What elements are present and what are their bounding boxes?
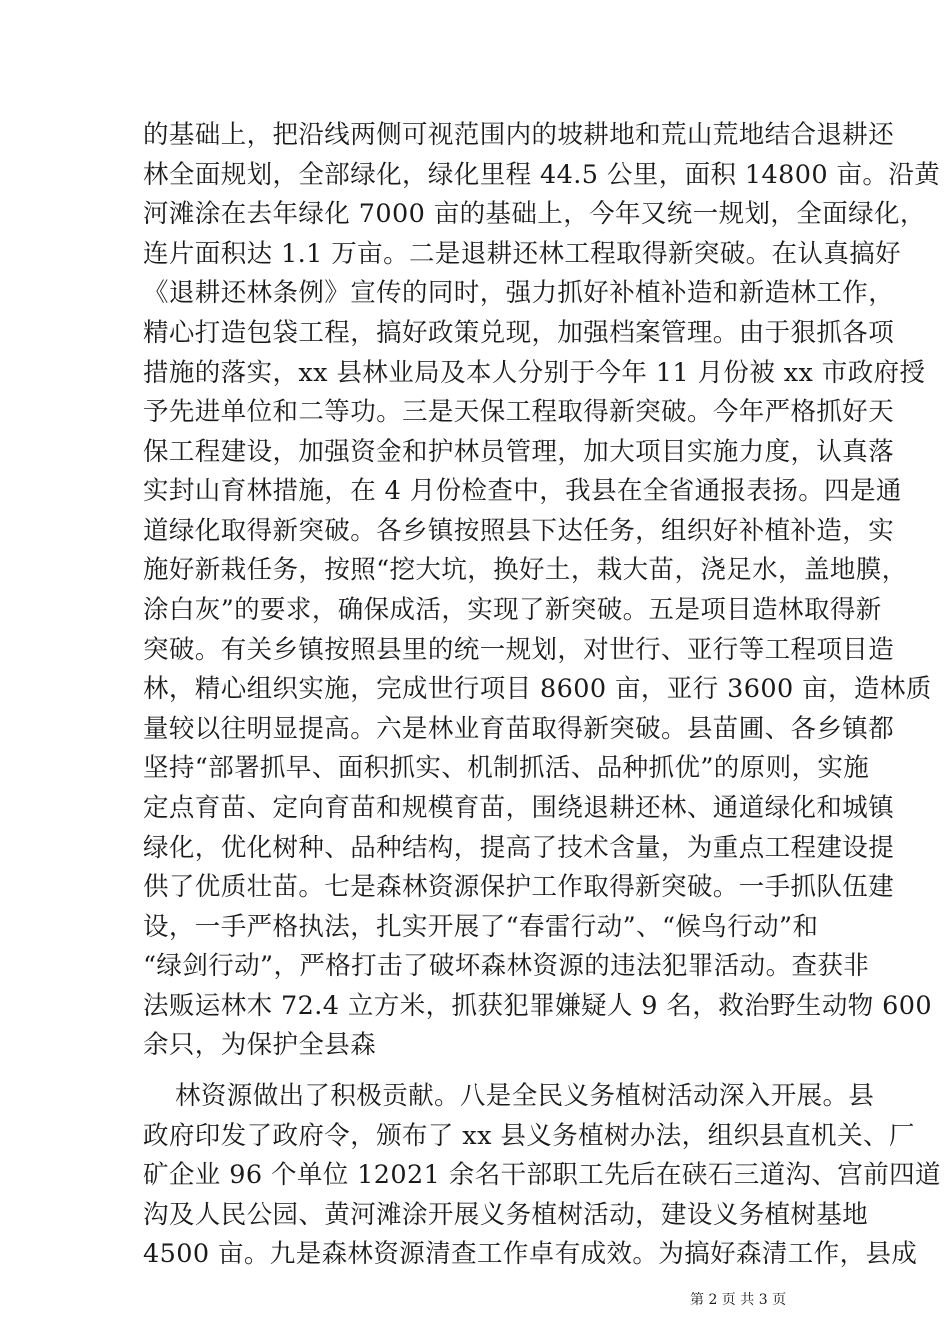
text-line: 措施的落实，xx 县林业局及本人分别于今年 11 月份被 xx 市政府授 [143,357,926,388]
text-line: 沟及人民公园、黄河滩涂开展义务植树活动，建设义务植树基地 [143,1199,869,1230]
text-line: 《退耕还林条例》宣传的同时，强力抓好补植补造和新造林工作， [143,278,895,309]
text-line: 林全面规划，全部绿化，绿化里程 44.5 公里，面积 14800 亩。沿黄 [143,159,941,190]
text-line: 定点育苗、定向育苗和规模育苗，围绕退耕还林、通道绿化和城镇 [143,792,895,823]
text-line: “绿剑行动”，严格打击了破坏森林资源的违法犯罪活动。查获非 [143,951,870,982]
text-line: 保工程建设，加强资金和护林员管理，加大项目实施力度，认真落 [143,436,895,467]
text-line: 设，一手严格执法，扎实开展了“春雷行动”、“候鸟行动”和 [143,911,819,942]
text-line: 施好新栽任务，按照“挖大坑，换好土，栽大苗，浇足水，盖地膜， [143,555,908,586]
text-line: 绿化，优化树种、品种结构，提高了技术含量，为重点工程建设提 [143,832,895,863]
text-line: 予先进单位和二等功。三是天保工程取得新突破。今年严格抓好天 [143,397,895,428]
text-line: 政府印发了政府令，颁布了 xx 县义务植树办法，组织县直机关、厂 [143,1120,915,1151]
text-line: 连片面积达 1.1 万亩。二是退耕还林工程取得新突破。在认真搞好 [143,238,902,269]
text-line: 精心打造包袋工程，搞好政策兑现，加强档案管理。由于狠抓各项 [143,317,895,348]
text-line: 余只，为保护全县森 [143,1030,377,1061]
text-line: 突破。有关乡镇按照县里的统一规划，对世行、亚行等工程项目造 [143,634,895,665]
text-line: 河滩涂在去年绿化 7000 亩的基础上，今年又统一规划，全面绿化， [143,199,926,230]
text-line: 矿企业 96 个单位 12021 余名干部职工先后在硖石三道沟、宫前四道 [143,1160,941,1191]
text-line: 道绿化取得新突破。各乡镇按照县下达任务，组织好补植补造，实 [143,515,895,546]
text-line: 坚持“部署抓早、面积抓实、机制抓活、品种抓优”的原则，实施 [143,753,870,784]
text-line: 涂白灰”的要求，确保成活，实现了新突破。五是项目造林取得新 [143,595,882,626]
text-line: 林资源做出了积极贡献。八是全民义务植树活动深入开展。县 [175,1081,875,1112]
text-line: 林，精心组织实施，完成世行项目 8600 亩，亚行 3600 亩，造林质 [143,674,932,705]
page-number: 第 2 页 共 3 页 [690,1292,787,1308]
text-line: 法贩运林木 72.4 立方米，抓获犯罪嫌疑人 9 名，救治野生动物 600 [143,990,933,1021]
text-line: 量较以往明显提高。六是林业育苗取得新突破。县苗圃、各乡镇都 [143,713,895,744]
text-line: 供了优质壮苗。七是森林资源保护工作取得新突破。一手抓队伍建 [143,872,895,903]
text-line: 的基础上，把沿线两侧可视范围内的坡耕地和荒山荒地结合退耕还 [143,120,895,150]
text-line: 实封山育林措施，在 4 月份检查中，我县在全省通报表扬。四是通 [143,476,902,507]
text-line: 4500 亩。九是森林资源清查工作卓有成效。为搞好森清工作，县成 [143,1239,918,1270]
